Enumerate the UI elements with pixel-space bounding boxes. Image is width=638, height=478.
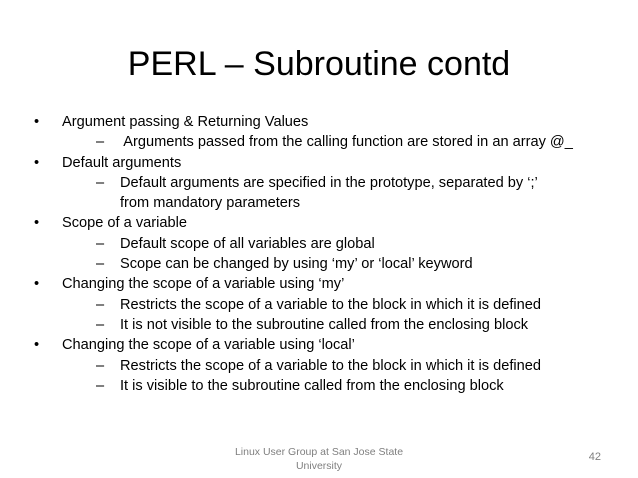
sub-bullet-item <box>62 356 620 376</box>
bullet-item <box>30 112 620 153</box>
bullet-text: Changing the scope of a variable using ‘my’ <box>62 276 345 293</box>
bullet-item <box>30 335 620 396</box>
slide-title: PERL – Subroutine contd <box>127 45 511 83</box>
bullet-item <box>30 153 620 214</box>
sub-bullet-text: Restricts the scope of a variable to the block in which it is defined <box>120 357 542 374</box>
sub-bullet-item <box>62 254 620 274</box>
bullet-item <box>30 213 620 274</box>
sub-bullet-text: Restricts the scope of a variable to the block in which it is defined <box>120 296 542 313</box>
sub-bullet-item <box>62 376 620 396</box>
bullet-item <box>30 274 620 335</box>
footer-line: University <box>295 460 343 472</box>
bullet-text: Argument passing & Returning Values <box>62 114 309 130</box>
bullet-text: Changing the scope of a variable using ‘local’ <box>62 337 355 354</box>
bullet-text: Scope of a variable <box>62 215 187 232</box>
sub-bullet-item <box>62 315 620 335</box>
sub-bullet-list <box>62 356 620 397</box>
page-number: 42 <box>588 451 601 463</box>
footer-line: Linux User Group at San Jose State <box>234 446 404 458</box>
sub-bullet-text: Scope can be changed by using ‘my’ or ‘local’ keyword <box>120 256 473 273</box>
bullet-text: Default arguments <box>62 154 182 171</box>
sub-bullet-text: It is not visible to the subroutine called from the enclosing block <box>120 316 529 333</box>
sub-bullet-text: Default arguments are specified in the prototype, separated by ‘;’ from mandatory parameters <box>120 174 538 212</box>
sub-bullet-item <box>62 295 620 315</box>
sub-bullet-item <box>62 173 620 214</box>
sub-bullet-list <box>62 295 620 336</box>
sub-bullet-item <box>62 234 620 254</box>
sub-bullet-item <box>62 132 620 152</box>
bullet-list <box>30 112 620 396</box>
sub-bullet-text: It is visible to the subroutine called from the enclosing block <box>120 377 504 394</box>
sub-bullet-list <box>62 173 620 214</box>
sub-bullet-list <box>62 132 620 152</box>
slide-footer <box>219 445 419 473</box>
sub-bullet-text: Arguments passed from the calling function are stored in an array @_ <box>120 134 573 151</box>
sub-bullet-text: Default scope of all variables are global <box>120 235 375 252</box>
sub-bullet-list <box>62 234 620 275</box>
